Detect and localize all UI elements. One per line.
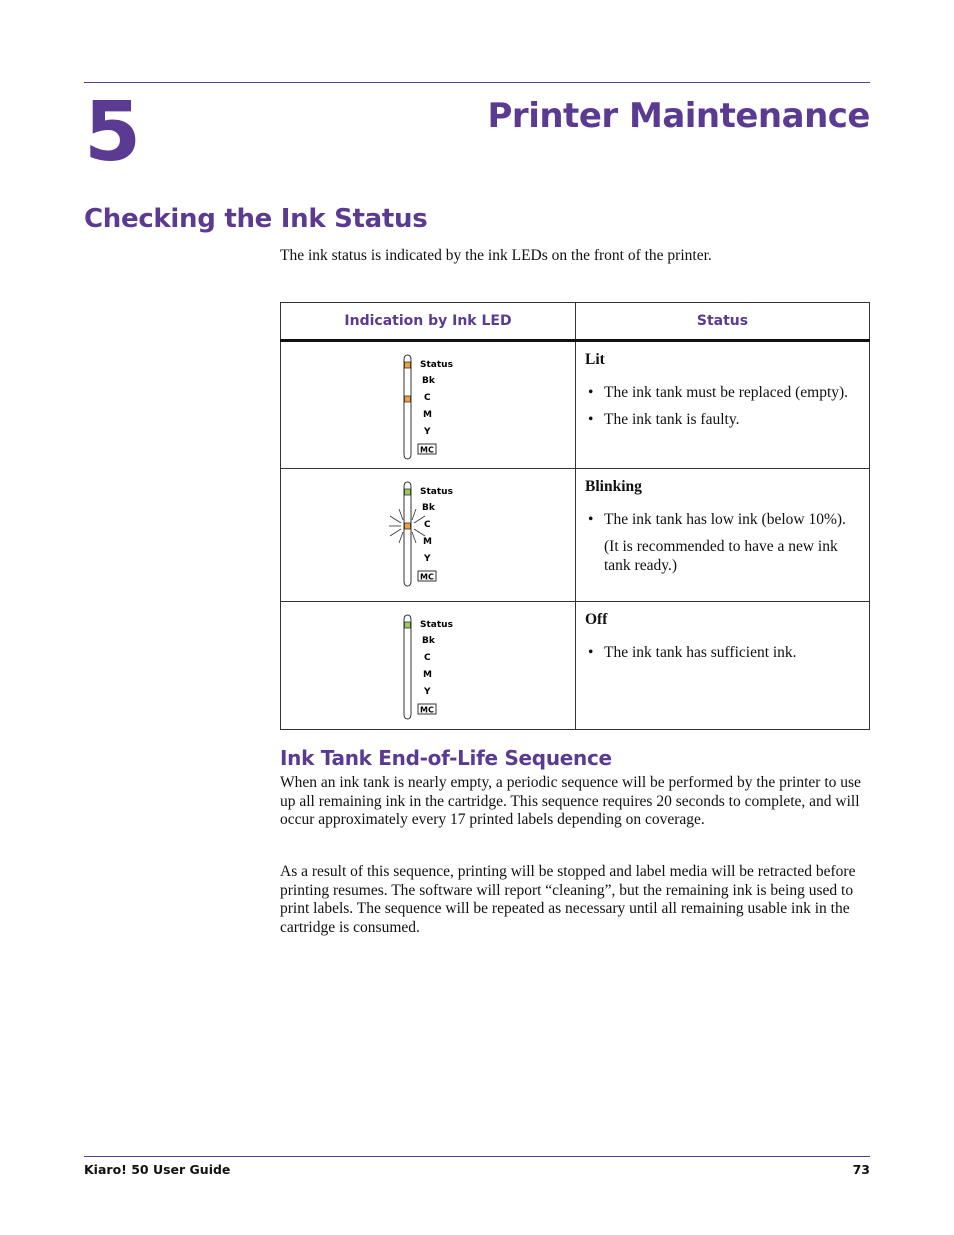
led-label-c: C	[424, 393, 431, 403]
led-c-lit	[405, 396, 411, 402]
led-strip-lit-icon	[388, 354, 468, 464]
status-title-lit: Lit	[585, 351, 605, 368]
table-row	[281, 469, 870, 602]
led-status-ok	[405, 489, 411, 495]
footer-guide-title: Kiaro! 50 User Guide	[84, 1162, 231, 1177]
led-label-mc: MC	[420, 705, 434, 715]
led-cell-lit	[281, 341, 576, 469]
section-intro: The ink status is indicated by the ink LEDs on the front of the printer.	[280, 247, 712, 264]
table-header-row	[281, 303, 870, 341]
led-label-c: C	[424, 520, 431, 530]
led-label-m: M	[423, 410, 432, 420]
footer-rule	[84, 1156, 870, 1157]
table-row	[281, 602, 870, 730]
ink-status-table	[280, 302, 870, 730]
led-label-status: Status	[420, 487, 453, 497]
top-rule	[84, 82, 870, 83]
subsection-title: Ink Tank End-of-Life Sequence	[280, 746, 612, 770]
led-status-lit	[405, 362, 411, 368]
led-label-bk: Bk	[422, 636, 435, 646]
led-label-mc: MC	[420, 445, 434, 455]
led-label-mc: MC	[420, 572, 434, 582]
led-label-status: Status	[420, 360, 453, 370]
chapter-title: Printer Maintenance	[487, 96, 870, 136]
status-note: (It is recommended to have a new ink tank ready.)	[604, 538, 838, 574]
led-cell-blinking	[281, 469, 576, 602]
list-item: • The ink tank has sufficient ink.	[585, 643, 860, 662]
page-number: 73	[852, 1162, 870, 1177]
led-strip-blinking-icon	[388, 481, 468, 591]
table-row	[281, 341, 870, 469]
paragraph: As a result of this sequence, printing will be stopped and label media will be retracted before printing resumes. The software will report “cleaning”, but the remaining ink is being used to print labels. The sequence will be repeated as necessary until all remaining usable ink in the cartridge is consumed.	[280, 863, 856, 936]
led-label-y: Y	[424, 554, 431, 564]
paragraph: When an ink tank is nearly empty, a periodic sequence will be performed by the printer to use up all remaining ink in the cartridge. This sequence requires 20 seconds to complete, and will occur approximately every 17 printed labels depending on coverage.	[280, 774, 861, 829]
led-cell-off	[281, 602, 576, 730]
status-cell-lit	[576, 341, 870, 469]
led-label-m: M	[423, 537, 432, 547]
led-label-y: Y	[424, 687, 431, 697]
led-label-c: C	[424, 653, 431, 663]
led-c-blinking	[405, 523, 411, 529]
list-item: • The ink tank has low ink (below 10%).	[585, 510, 860, 529]
header-indication: Indication by Ink LED	[281, 303, 576, 341]
led-label-m: M	[423, 670, 432, 680]
led-label-bk: Bk	[422, 503, 435, 513]
chapter-number: 5	[84, 85, 140, 180]
led-label-y: Y	[424, 427, 431, 437]
led-status-ok	[405, 622, 411, 628]
list-item: • The ink tank must be replaced (empty).	[585, 383, 860, 402]
led-label-status: Status	[420, 620, 453, 630]
status-cell-blinking	[576, 469, 870, 602]
status-title-off: Off	[585, 611, 608, 628]
header-status: Status	[576, 303, 870, 341]
section-title: Checking the Ink Status	[84, 204, 428, 234]
status-title-blinking: Blinking	[585, 478, 642, 495]
status-cell-off	[576, 602, 870, 730]
led-label-bk: Bk	[422, 376, 435, 386]
led-strip-off-icon	[388, 614, 468, 724]
list-item: • The ink tank is faulty.	[585, 410, 860, 429]
